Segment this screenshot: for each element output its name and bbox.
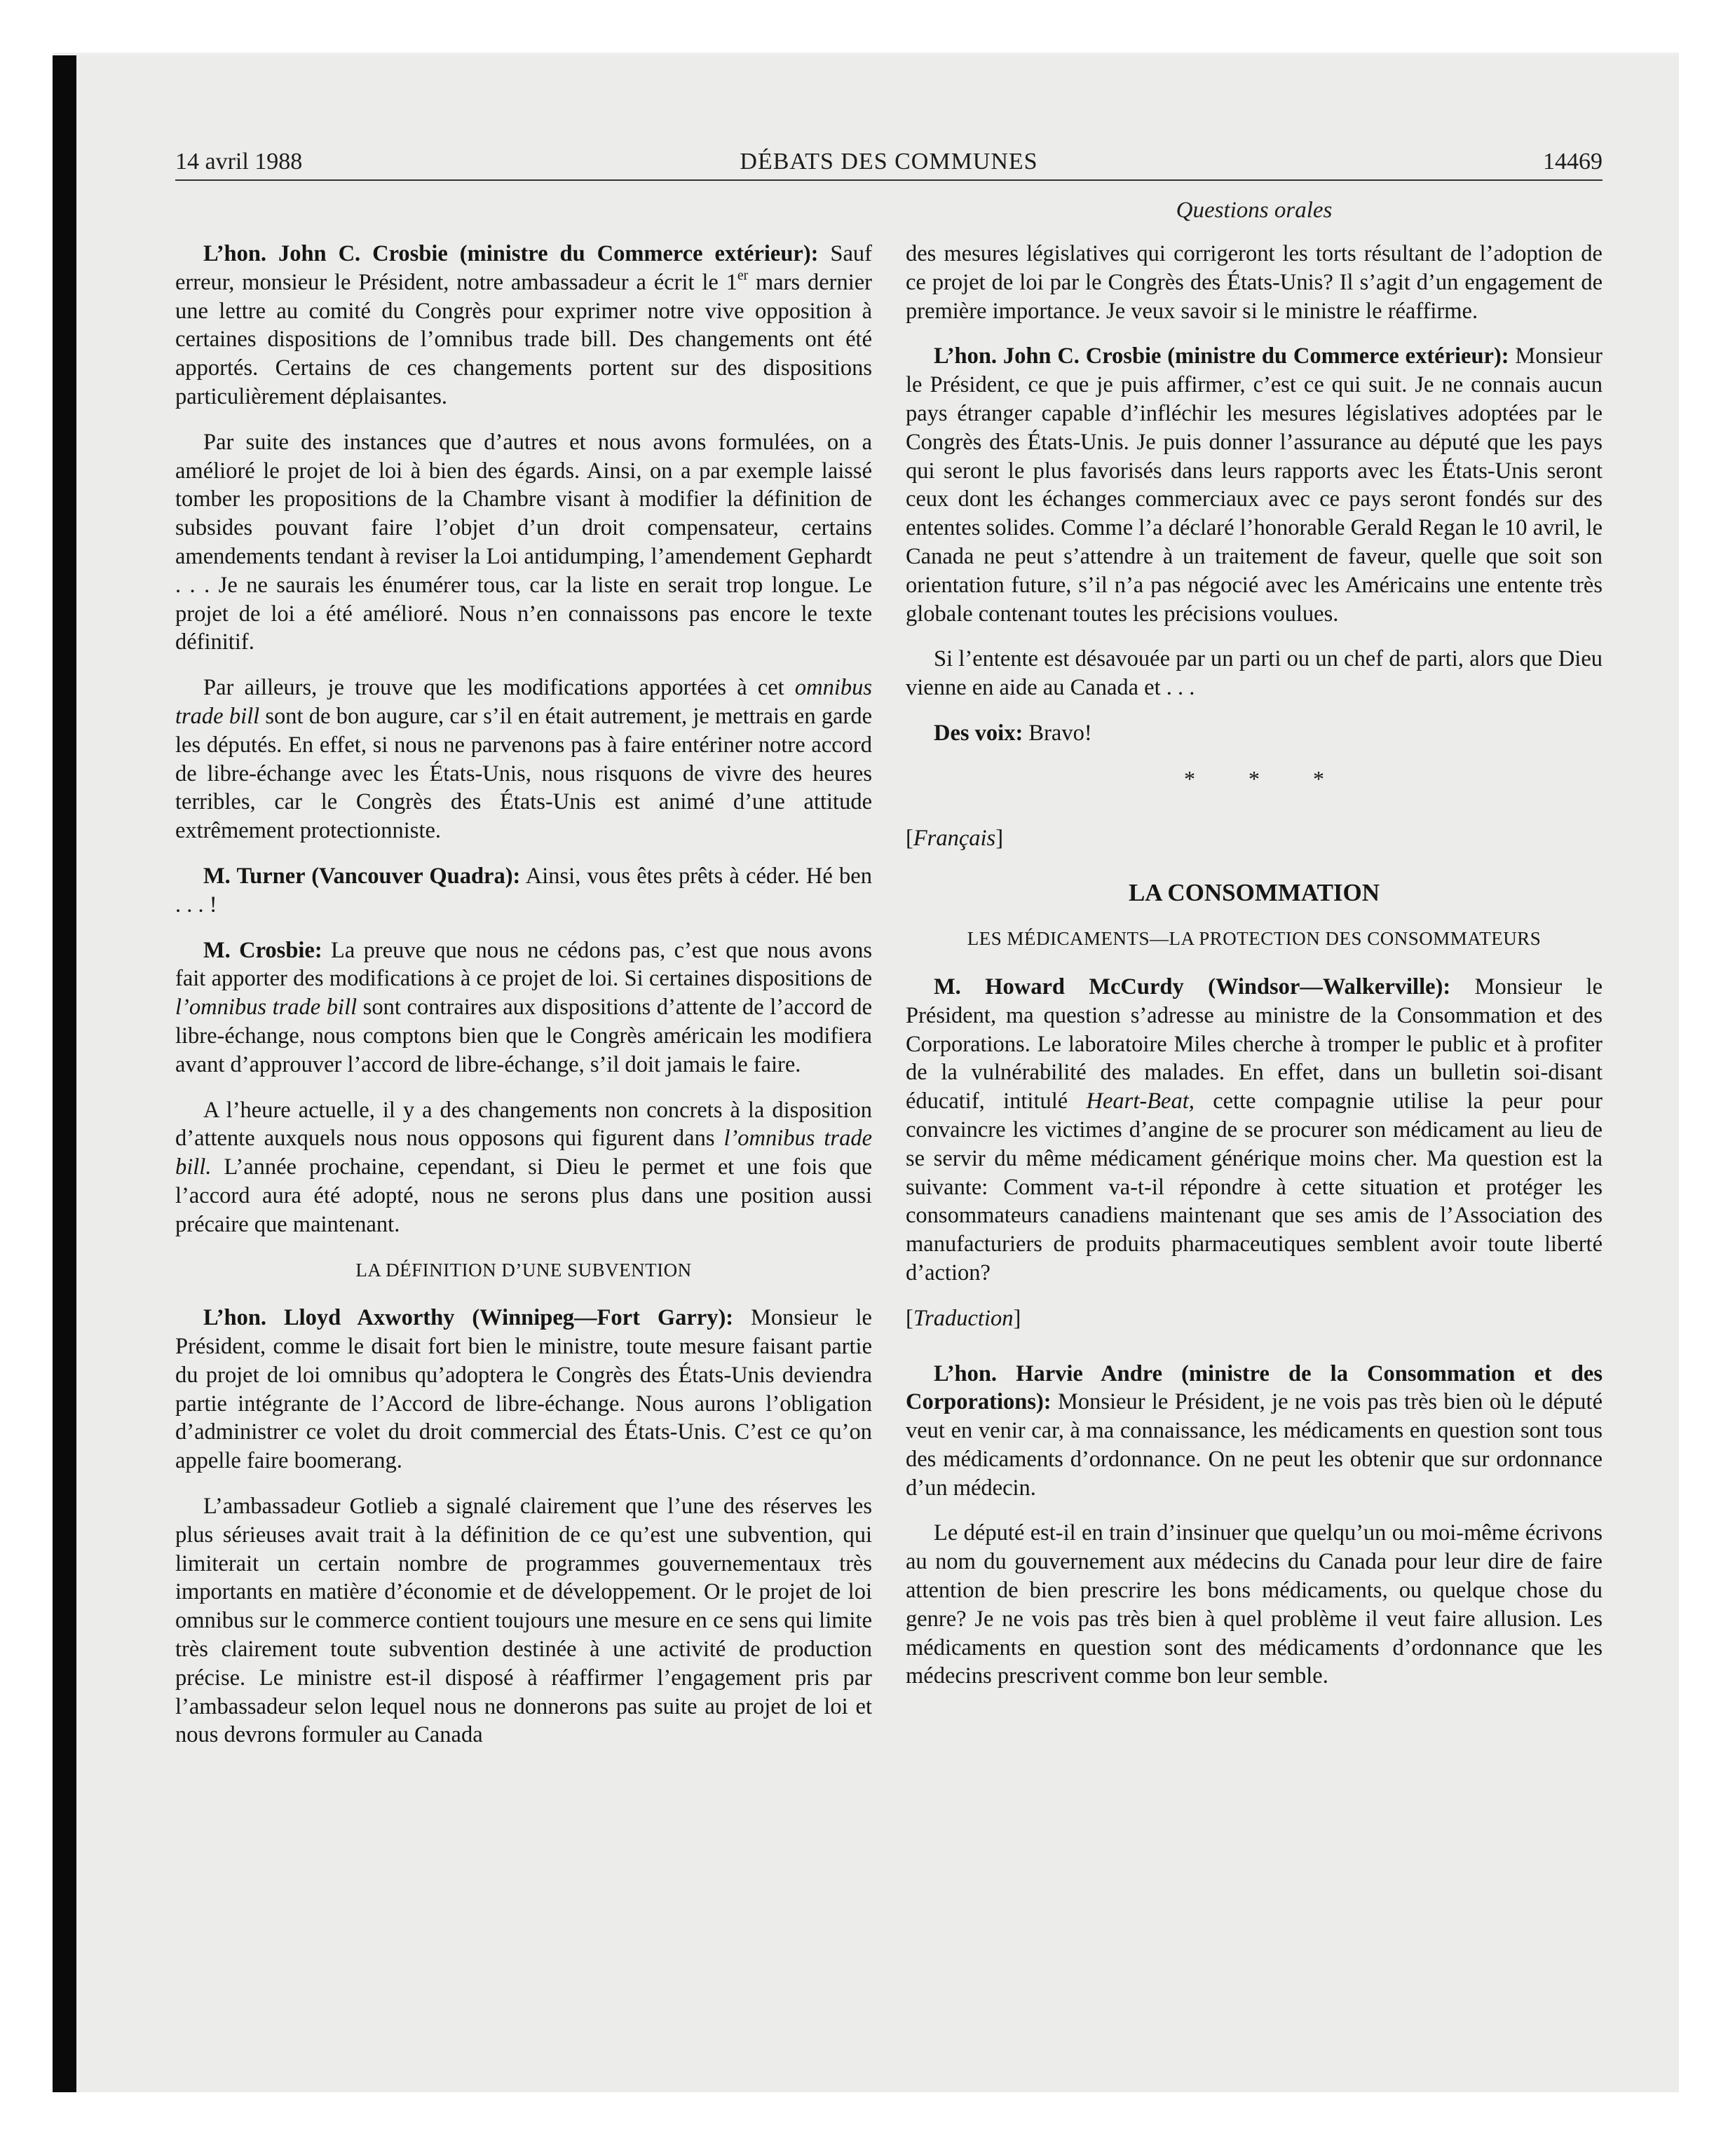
italic-text: omnibus trade bill <box>175 675 872 729</box>
paragraph-text: La preuve que nous ne cédons pas, c’est que nous avons fait apporter des modifications à ce projet de loi. Si certaines dispositions de <box>175 937 872 992</box>
paragraph-text: cette compagnie utilise la peur pour convaincre les victimes d’angine de se procurer son médicament au lieu de se servir du même médicament générique moins cher. Ma question est la suivante: Comment va-t-il répondre à cette situation et protéger les consommateurs canadiens maintenant que ses amis de l’Association des manufacturiers de produits pharmaceutiques semblent avoir toute liberté d’action? <box>906 1089 1603 1285</box>
paragraph <box>175 674 872 845</box>
paragraph <box>175 240 872 411</box>
paragraph <box>906 719 1603 748</box>
paragraph-text: Par ailleurs, je trouve que les modifications apportées à cet <box>203 675 795 701</box>
paragraph-text: A l’heure actuelle, il y a des changements non concrets à la disposition d’attente auxquels nous nous opposons qui figurent dans <box>175 1097 872 1152</box>
language-label: Français <box>913 825 996 851</box>
language-tag: [Français] <box>906 825 1004 851</box>
paragraph-text: Sauf erreur, monsieur le Président, notre ambassadeur a écrit le 1 <box>175 241 872 295</box>
running-head: Questions orales <box>1176 198 1333 223</box>
paragraph-text: mars dernier une lettre au comité du Congrès pour exprimer notre vive opposition à certaines dispositions de l’omnibus trade bill. Des changements ont été apportés. Certains de ces changements portent sur des dispositions particulièrement déplaisantes. <box>175 269 872 409</box>
header-publication: DÉBATS DES COMMUNES <box>740 149 1038 175</box>
paragraph <box>175 1096 872 1239</box>
paragraph-text: Monsieur le Président, ma question s’adresse au ministre de la Consommation et des Corporations. Le laboratoire Miles cherche à tromper le public et à profiter de la vulnérabilité des malades. En effet, dans un bulletin soi-disant éducatif, intitulé <box>906 974 1603 1114</box>
paragraph <box>175 936 872 1079</box>
paragraph: des mesures législatives qui corrigeront les torts résultant de l’adoption de ce projet de loi par le Congrès des États-Unis? Il s’agit d’un engagement de première importance. Je veux savoir si le ministre le réaffirme. <box>906 241 1603 324</box>
paragraph-text: sont contraires aux dispositions d’attente de l’accord de libre-échange, nous comptons bien que le Congrès américain les modifiera avant d’approuver l’accord de libre-échange, s’il doit jamais le faire. <box>175 995 872 1077</box>
page-header <box>175 149 1603 182</box>
italic-text: Heart-Beat, <box>1086 1089 1195 1114</box>
paragraph-text: Monsieur le Président, ce que je puis affirmer, c’est ce qui suit. Je ne connais aucun pays étranger capable d’infléchir les mesures législatives adoptées par le Congrès des États-Unis. Je puis donner l’assurance au député que les pays qui seront le plus favorisés dans leurs rapports avec les États-Unis seront ceux dont les échanges commerciaux avec ce pays seront fondés sur des ententes solides. Comme l’a déclaré l’honorable Gerald Regan le 10 avril, le Canada ne peut s’attendre à un traitement de faveur, quelle que soit son orientation future, s’il n’a pas négocié avec les Américains une entente très globale contenant toutes les précisions voulues. <box>906 343 1603 627</box>
paragraph <box>906 973 1603 1288</box>
speaker-name: Des voix: <box>934 720 1023 746</box>
speaker-name: L’hon. John C. Crosbie (ministre du Commerce extérieur): <box>934 343 1509 369</box>
speaker-name: L’hon. John C. Crosbie (ministre du Commerce extérieur): <box>203 241 819 266</box>
speaker-name: M. Turner (Vancouver Quadra): <box>203 863 521 889</box>
section-subheading: LA DÉFINITION D’UNE SUBVENTION <box>355 1259 692 1281</box>
paragraph: Par suite des instances que d’autres et nous avons formulées, on a amélioré le projet de loi à bien des égards. Ainsi, on a par exemple laissé tomber les propositions de la Chambre visant à modifier la définition de subsides pouvant faire l’objet d’un droit compensateur, certains amendements tendant à reviser la Loi antidumping, l’amendement Gephardt . . . Je ne saurais les énumérer tous, car la liste en serait trop longue. Le projet de loi a été amélioré. Nous n’en connaissons pas encore le texte définitif. <box>175 429 872 655</box>
header-page-number: 14469 <box>1543 149 1603 175</box>
speaker-name: M. Howard McCurdy (Windsor—Walkerville): <box>934 974 1451 999</box>
scan-border-left <box>53 53 76 2092</box>
section-heading: LA CONSOMMATION <box>1128 879 1380 907</box>
section-subheading: LES MÉDICAMENTS—LA PROTECTION DES CONSOMMATEURS <box>967 928 1542 950</box>
language-label: Traduction <box>913 1305 1014 1331</box>
paragraph: Si l’entente est désavouée par un parti ou un chef de parti, alors que Dieu vienne en aide au Canada et . . . <box>906 646 1603 701</box>
italic-text: l’omnibus trade bill <box>175 995 358 1021</box>
paragraph-text: sont de bon augure, car s’il en était autrement, je mettrais en garde les députés. En effet, si nous ne parvenons pas à faire entériner notre accord de libre-échange avec les États-Unis, nous risquons de vivre des heures terribles, car le Congrès des États-Unis est animé d’une attitude extrêmement protectionniste. <box>175 703 872 844</box>
paragraph <box>175 1304 872 1475</box>
speaker-name: L’hon. Harvie Andre (ministre de la Consommation et des Corporations): <box>906 1360 1603 1415</box>
header-rule <box>175 179 1603 181</box>
paragraph-text: Monsieur le Président, comme le disait fort bien le ministre, toute mesure faisant partie du projet de loi omnibus qu’adoptera le Congrès des États-Unis deviendra partie intégrante de l’Accord de libre-échange. Nous aurons l’obligation d’administrer ce volet du droit commercial des États-Unis. C’est ce qu’on appelle faire boomerang. <box>175 1305 872 1474</box>
paragraph: Le député est-il en train d’insinuer que quelqu’un ou moi-même écrivons au nom du gouvernement aux médecins du Canada pour leur dire de faire attention de bien prescrire les bons médicaments, ou quelque chose du genre? Je ne vois pas très bien à quel problème il veut faire allusion. Les médicaments en question sont des médicaments d’ordonnance que les médecins prescrivent comme bon leur semble. <box>906 1520 1603 1689</box>
language-tag: [Traduction] <box>906 1305 1021 1331</box>
speaker-name: L’hon. Lloyd Axworthy (Winnipeg—Fort Garry): <box>203 1305 734 1331</box>
speaker-name: M. Crosbie: <box>203 937 322 963</box>
paragraph-text: L’année prochaine, cependant, si Dieu le permet et une fois que l’accord aura été adopté, nous ne serons plus dans une position aussi précaire que maintenant. <box>175 1154 872 1237</box>
section-separator: * * * <box>1184 765 1348 791</box>
paragraph <box>906 342 1603 628</box>
paragraph-text: Bravo! <box>1023 720 1092 746</box>
left-column <box>175 240 872 1766</box>
ordinal-suffix: er <box>737 268 749 283</box>
paragraph: L’ambassadeur Gotlieb a signalé clairement que l’une des réserves les plus sérieuses avait trait à la définition de ce qu’est une subvention, qui limiterait un certain nombre de programmes gouvernementaux très importants en matière d’économie et de développement. Or le projet de loi omnibus sur le commerce contient toujours une mesure en ce sens qui limite très clairement toute subvention destinée à une activité de production précise. Le ministre est-il disposé à réaffirmer l’engagement pris par l’ambassadeur selon lequel nous ne donnerons pas suite au projet de loi et nous devrons formuler au Canada <box>175 1494 872 1748</box>
paragraph-text: Monsieur le Président, je ne vois pas très bien où le député veut en venir car, à ma connaissance, les médicaments en question sont tous des médicaments d’ordonnance. On ne peut les obtenir que sur ordonnance d’un médecin. <box>906 1389 1603 1501</box>
paragraph <box>175 862 872 920</box>
paragraph-text: Ainsi, vous êtes prêts à céder. Hé ben . . . ! <box>175 863 872 917</box>
italic-text: l’omnibus trade bill. <box>175 1126 872 1180</box>
right-column <box>906 240 1603 1707</box>
paragraph <box>906 1360 1603 1503</box>
header-date: 14 avril 1988 <box>175 149 303 175</box>
